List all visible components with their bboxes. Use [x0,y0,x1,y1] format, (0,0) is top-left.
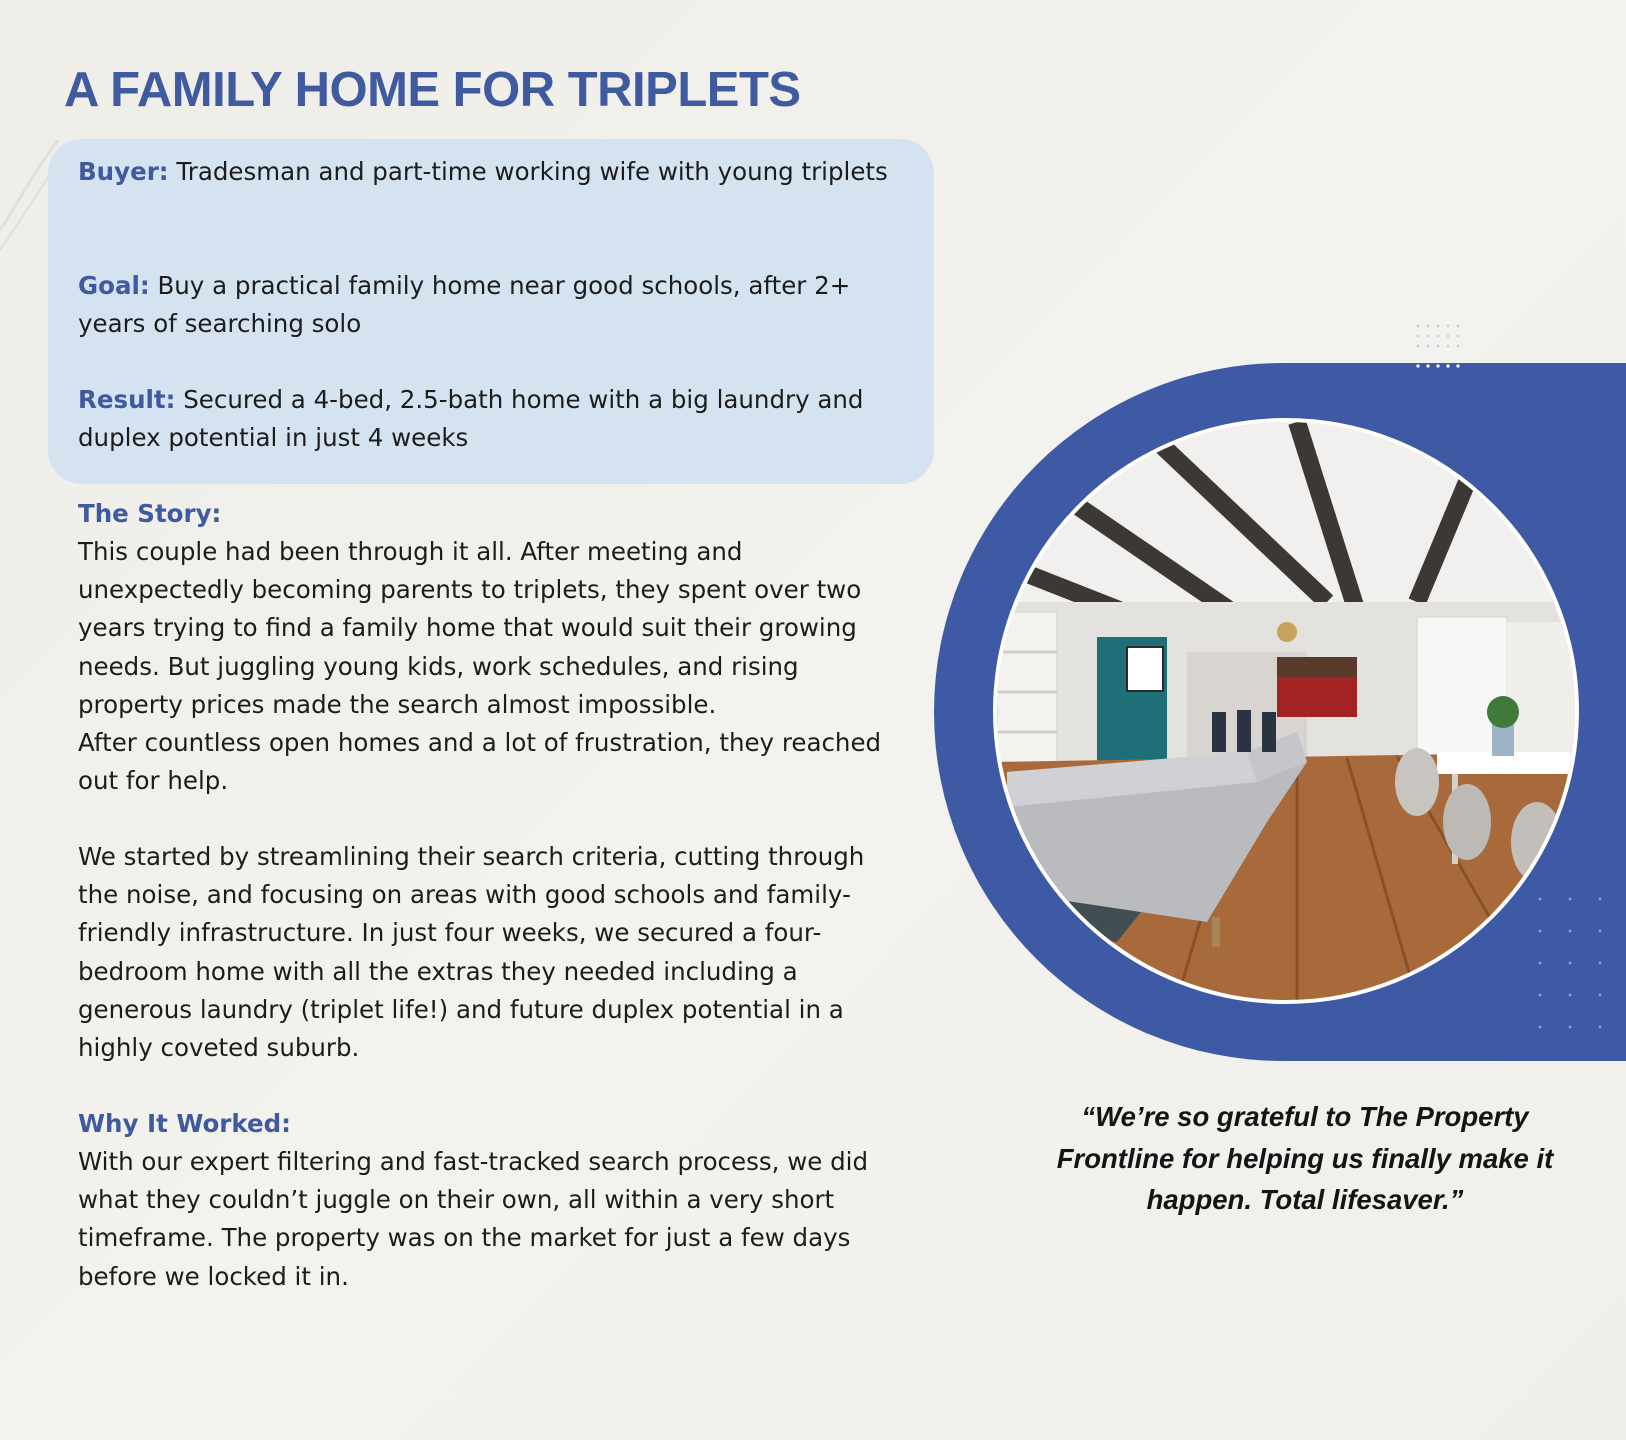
goal-item [78,267,898,343]
result-item [78,381,898,457]
goal-label: Goal: [78,271,150,300]
story-paragraph-3: We started by streamlining their search criteria, cutting through the noise, and focusing on areas with good schools and family-friendly infrastructure. In just four weeks, we secured a four-bedroom home with all the extras they needed including a generous laundry (triplet life!) and future duplex potential in a highly coveted suburb. [78,842,865,1063]
buyer-item [78,153,898,191]
result-label: Result: [78,385,176,414]
dot-grid-icon [1414,322,1462,370]
buyer-label: Buyer: [78,157,169,186]
page-title: A FAMILY HOME FOR TRIPLETS [64,63,801,117]
summary-box [48,139,934,484]
goal-text: Buy a practical family home near good schools, after 2+ years of searching solo [78,271,851,338]
story-paragraph-2: After countless open homes and a lot of frustration, they reached out for help. [78,728,882,796]
story-heading: The Story: [78,499,222,528]
why-paragraph: With our expert filtering and fast-tracked search process, we did what they couldn’t juggle on their own, all within a very short timeframe. The property was on the market for just a few days before we locked it in. [78,1147,869,1291]
dot-grid-icon-lower [1536,895,1606,1035]
testimonial-quote: “We’re so grateful to The Property Frontline for helping us finally make it happen. Total lifesaver.” [1056,1101,1554,1215]
buyer-text: Tradesman and part-time working wife with young triplets [176,157,888,186]
living-room-photo [993,418,1579,1004]
story-paragraph-1: This couple had been through it all. After meeting and unexpectedly becoming parents to triplets, they spent over two years trying to find a family home that would suit their growing needs. But juggling young kids, work schedules, and rising property prices made the search almost impossible. [78,537,862,719]
why-heading: Why It Worked: [78,1109,291,1138]
result-text: Secured a 4-bed, 2.5-bath home with a big laundry and duplex potential in just 4 weeks [78,385,864,452]
